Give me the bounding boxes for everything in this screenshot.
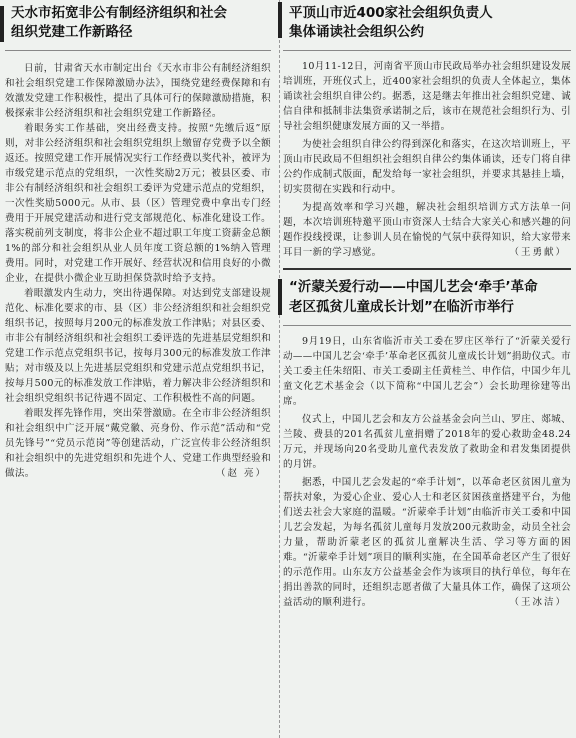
spacer xyxy=(283,260,571,268)
right-article2-header xyxy=(283,277,571,317)
right-header1-rule xyxy=(283,50,571,51)
right-article1-body xyxy=(283,57,571,260)
right2-paragraph-3 xyxy=(283,475,571,610)
left-article-byline: （赵 亮） xyxy=(215,468,267,479)
right-article1-title-line2: 集体诵读社会组织公约 xyxy=(289,24,424,40)
right1-paragraph-3-text: 为提高效率和学习兴趣，解决社会组织培训方式方法单一问题，本次培训班特邀平顶山市资深人士结合大家关心和感兴趣的问题作投线授课，让参训人员在愉悦的气氛中获得知识，给大家带来耳目一新的学习感觉。 xyxy=(283,202,571,258)
column-divider xyxy=(279,0,281,738)
left-article-title-line2: 组织党建工作新路径 xyxy=(11,24,133,40)
right-section-rule xyxy=(283,268,571,270)
right-article2-title-line2: 老区孤贫儿童成长计划”在临沂市举行 xyxy=(289,299,514,315)
right-article1-header xyxy=(283,0,571,42)
right-article1-title-line1: 平顶山市近400家社会组织负责人 xyxy=(289,5,493,21)
right-article2-body xyxy=(283,332,571,610)
right-article2-byline: （王冰洁） xyxy=(509,597,567,608)
left-article-body xyxy=(5,57,271,481)
right-header2-rule xyxy=(283,325,571,326)
left-column xyxy=(5,0,271,481)
left-article-title-line1: 天水市拓宽非公有制经济组织和社会 xyxy=(11,5,227,21)
right1-paragraph-1: 10月11-12日，河南省平顶山市民政局举办社会组织建设发展培训班，开班仪式上，近400家社会组织的负责人全体起立，集体诵读社会组织自律公约。据悉，这是继去年推出社会组织党建、诚信自律和抵制非法集资承诺制之后，该市在规范社会组织行为、引导社会组织健康发展方面的又一举措。 xyxy=(283,61,571,132)
right-article2-title-line1: “沂蒙关爱行动——中国儿艺会‘牵手’革命 xyxy=(289,279,538,295)
right-article1-byline: （王勇献） xyxy=(509,247,567,258)
left-article-header xyxy=(5,4,271,42)
left-paragraph-4-text: 着眼发挥先锋作用，突出荣誉激励。在全市非公经济组织和社会组织中广泛开展“戴党徽、亮身份、作示范”活动和“党员先锋号”“党员示范岗”等创建活动，广泛宣传非公经济组织和社会组织中的先进党组织和先进个人、党建工作典型经验和做法。 xyxy=(5,408,271,479)
right2-paragraph-1: 9月19日，山东省临沂市关工委在罗庄区举行了“沂蒙关爱行动——中国儿艺会‘牵手’革命老区孤贫儿童成长计划”捐助仪式。市关工委主任朱绍阳、市关工委副主任黄桂兰、申作信，中国少年儿童文化艺术基金会（以下简称“中国儿艺会”）会长助理徐建等出席。 xyxy=(283,336,571,407)
right2-paragraph-2: 仪式上，中国儿艺会和友方公益基金会向兰山、罗庄、郯城、兰陵、费县的201名孤贫儿童捐赠了2018年的爱心救助金48.24万元，并现场向20名受助儿童代表发放了救助金和君发集团提供的月饼。 xyxy=(283,414,571,470)
right1-paragraph-3 xyxy=(283,200,571,260)
left-header-rule xyxy=(5,50,271,51)
right-column xyxy=(283,0,571,610)
left-paragraph-1: 日前，甘肃省天水市制定出台《天水市非公有制经济组织和社会组织党建工作保障激励办法》，围绕党建经费保障和有效激发党建工作积极性，提出了具体可行的保障激励措施，积极探索非公经济组织和社会组织党建工作新路径。 xyxy=(5,63,271,119)
left-paragraph-2: 着眼务实工作基础，突出经费支持。按照“先缴后返”原则，对非公经济组织和社会组织党组织上缴留存党费予以全额返还。按照党建工作开展情况实行工作经费以奖代补，被评为市级党建示范点的党组织，一次性奖励2万元；被县区委、市非公有制经济组织和社会组织工委评为党建示范点的党组织，一次性奖励5000元。从市、县（区）管理党费中拿出专门经费用于开展党建活动和进行党支部规范化、标准化建设工作。落实税前列支制度，将非公企业不超过职工年度工资薪金总额1%的部分和社会组织从业人员年度工资总额的1%纳入管理费用。同时，对党建工作开展好、经营状况和信用良好的小微企业，在提供小微企业互助担保贷款时给予支持。 xyxy=(5,123,271,284)
left-paragraph-3: 着眼激发内生动力，突出待遇保障。对达到党支部建设规范化、标准化要求的市、县（区）非公经济组织和社会组织党组织书记，按照每月200元的标准发放工作津贴；对县区委、市非公有制经济组织和社会组织工委评选的先进基层党组织和党建工作示范点党组织书记，按每月300元的标准发放工作津贴；对市级及以上先进基层党组织和党建示范点党组织书记，按每月500元的标准发放工作津贴，着力解决非公经济组织和社会组织党组织书记待遇不固定、工作积极性不高的问题。 xyxy=(5,288,271,404)
left-paragraph-4 xyxy=(5,406,271,481)
right2-paragraph-3-text: 据悉，中国儿艺会发起的“牵手计划”，以革命老区贫困儿童为帮扶对象，为爱心企业、爱心人士和老区贫困孩童搭建平台，为他们送去社会大家庭的温暖。“沂蒙牵手计划”由临沂市关工委和中国儿艺会发起，为每名孤贫儿童每月发放200元救助金，动员全社会力量，帮助沂蒙老区的孤贫儿童解决生活、学习等方面的困难。“沂蒙牵手计划”项目的顺利实施，在全国革命老区产生了很好的示范作用。山东友方公益基金会作为该项目的执行单位，每年在捐出善款的同时，还组织志愿者做了大量具体工作，确保了这项公益活动的顺利进行。 xyxy=(283,477,571,608)
right1-paragraph-2: 为使社会组织自律公约得到深化和落实，在这次培训班上，平顶山市民政局不但组织社会组织自律公约集体诵读，还专门将自律公约作成制式版面，配发给每一家社会组织，并要求其悬挂上墙，切实贯彻在实践和行动中。 xyxy=(283,139,571,195)
